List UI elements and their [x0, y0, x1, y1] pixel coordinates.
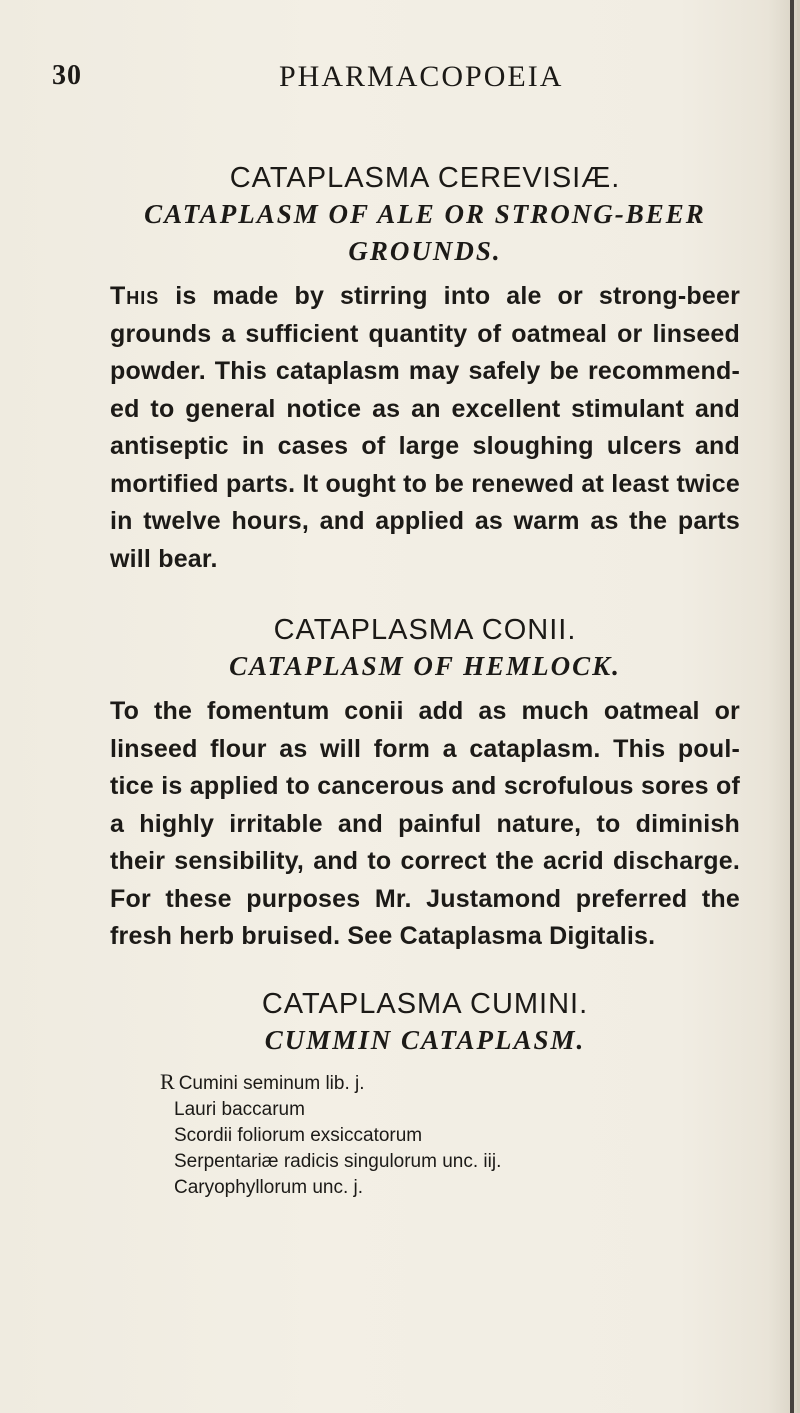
page-number: 30: [52, 60, 82, 91]
recipe-item: Scordii foliorum exsiccatorum: [174, 1124, 423, 1146]
section-subheading-continued: GROUNDS.: [348, 236, 502, 266]
running-title: PHARMACOPOEIA: [279, 60, 564, 93]
page-edge-shadow: [790, 0, 794, 1413]
body-lead-word: This: [110, 282, 160, 310]
body-text: is made by stirring into ale or strong-beer grounds a sufficient quantity of oatmeal or linseed powder. This cataplasm may safely be recommend-ed to general notice as an excellent stimulant and antiseptic in cases of large sloughing ulcers and mortified parts. It ought to be renewed at least twice in twelve hours, and applied as warm as the parts will bear.: [110, 282, 740, 573]
section-subheading: CATAPLASM OF ALE OR STRONG-BEER: [144, 199, 706, 229]
section-heading: CATAPLASMA CEREVISIÆ.: [229, 162, 621, 194]
section-cataplasma-conii: [110, 612, 740, 956]
running-head: [52, 60, 652, 100]
recipe-item: Lauri baccarum: [174, 1098, 305, 1120]
section-cataplasma-cerevisiae: [110, 160, 740, 578]
recipe-item: R Cumini seminum lib. j.: [160, 1068, 365, 1094]
section-cataplasma-cumini: [110, 986, 740, 1201]
section-subheading: CATAPLASM OF HEMLOCK.: [229, 651, 621, 681]
section-body: To the fomentum conii add as much oatmeal or linseed flour as will form a cataplasm. This poul-tice is applied to cancerous and scrofulous sores of a highly irritable and painful nature, to diminish their sensibility, and to correct the acrid discharge. For these purposes Mr. Justamond preferred the fresh herb bruised. See Cataplasma Digitalis.: [110, 697, 740, 950]
section-heading: CATAPLASMA CUMINI.: [261, 987, 589, 1020]
recipe-item: Serpentariæ radicis singulorum unc. iij.: [174, 1150, 502, 1172]
section-body: [110, 278, 740, 578]
recipe-symbol: R: [160, 1068, 175, 1094]
page-content: [110, 160, 740, 1201]
recipe-list: [160, 1069, 740, 1201]
section-heading: CATAPLASMA CONII.: [273, 614, 577, 646]
recipe-item: Caryophyllorum unc. j.: [174, 1176, 364, 1198]
section-subheading: CUMMIN CATAPLASM.: [264, 1024, 586, 1055]
